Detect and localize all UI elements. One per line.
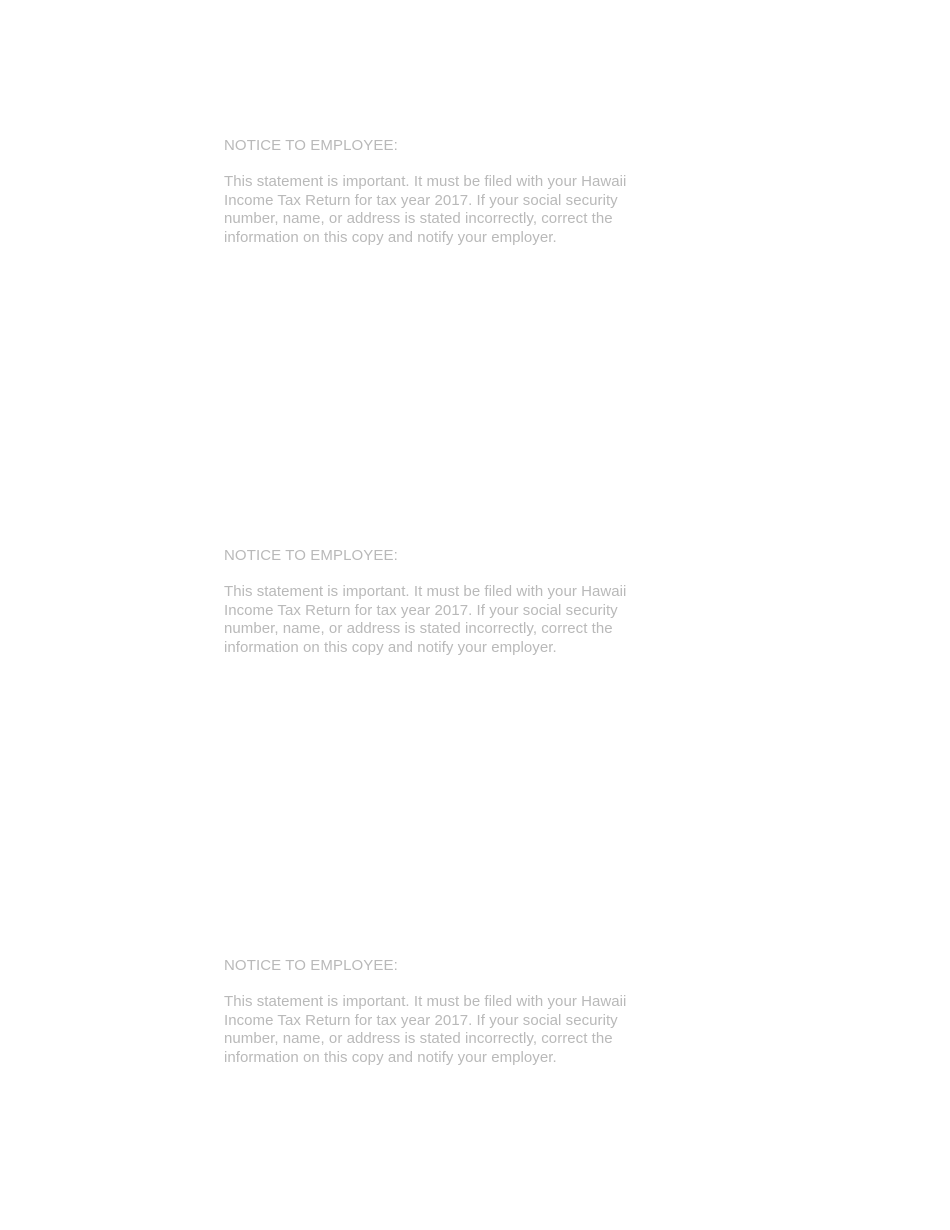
notice-line: This statement is important. It must be filed with your Hawaii [224,583,627,600]
notice-block [224,546,654,658]
notice-heading: NOTICE TO EMPLOYEE: [224,137,398,154]
notice-line: information on this copy and notify your employer. [224,229,557,247]
notice-line: number, name, or address is stated incorrectly, correct the [224,210,613,228]
notice-line: number, name, or address is stated incorrectly, correct the [224,620,613,638]
notice-line: information on this copy and notify your employer. [224,639,557,657]
notice-heading: NOTICE TO EMPLOYEE: [224,547,398,564]
notice-block [224,136,654,248]
notice-line: information on this copy and notify your employer. [224,1049,557,1067]
notice-line: Income Tax Return for tax year 2017. If your social security [224,601,618,619]
notice-body [224,993,654,1068]
notice-body [224,173,654,248]
notice-heading: NOTICE TO EMPLOYEE: [224,957,398,974]
notice-body [224,583,654,658]
notice-line: Income Tax Return for tax year 2017. If your social security [224,1011,618,1029]
notice-line: Income Tax Return for tax year 2017. If your social security [224,191,618,209]
notice-line: number, name, or address is stated incorrectly, correct the [224,1030,613,1048]
notice-line: This statement is important. It must be filed with your Hawaii [224,993,627,1010]
notice-block [224,956,654,1068]
notice-line: This statement is important. It must be filed with your Hawaii [224,173,627,190]
